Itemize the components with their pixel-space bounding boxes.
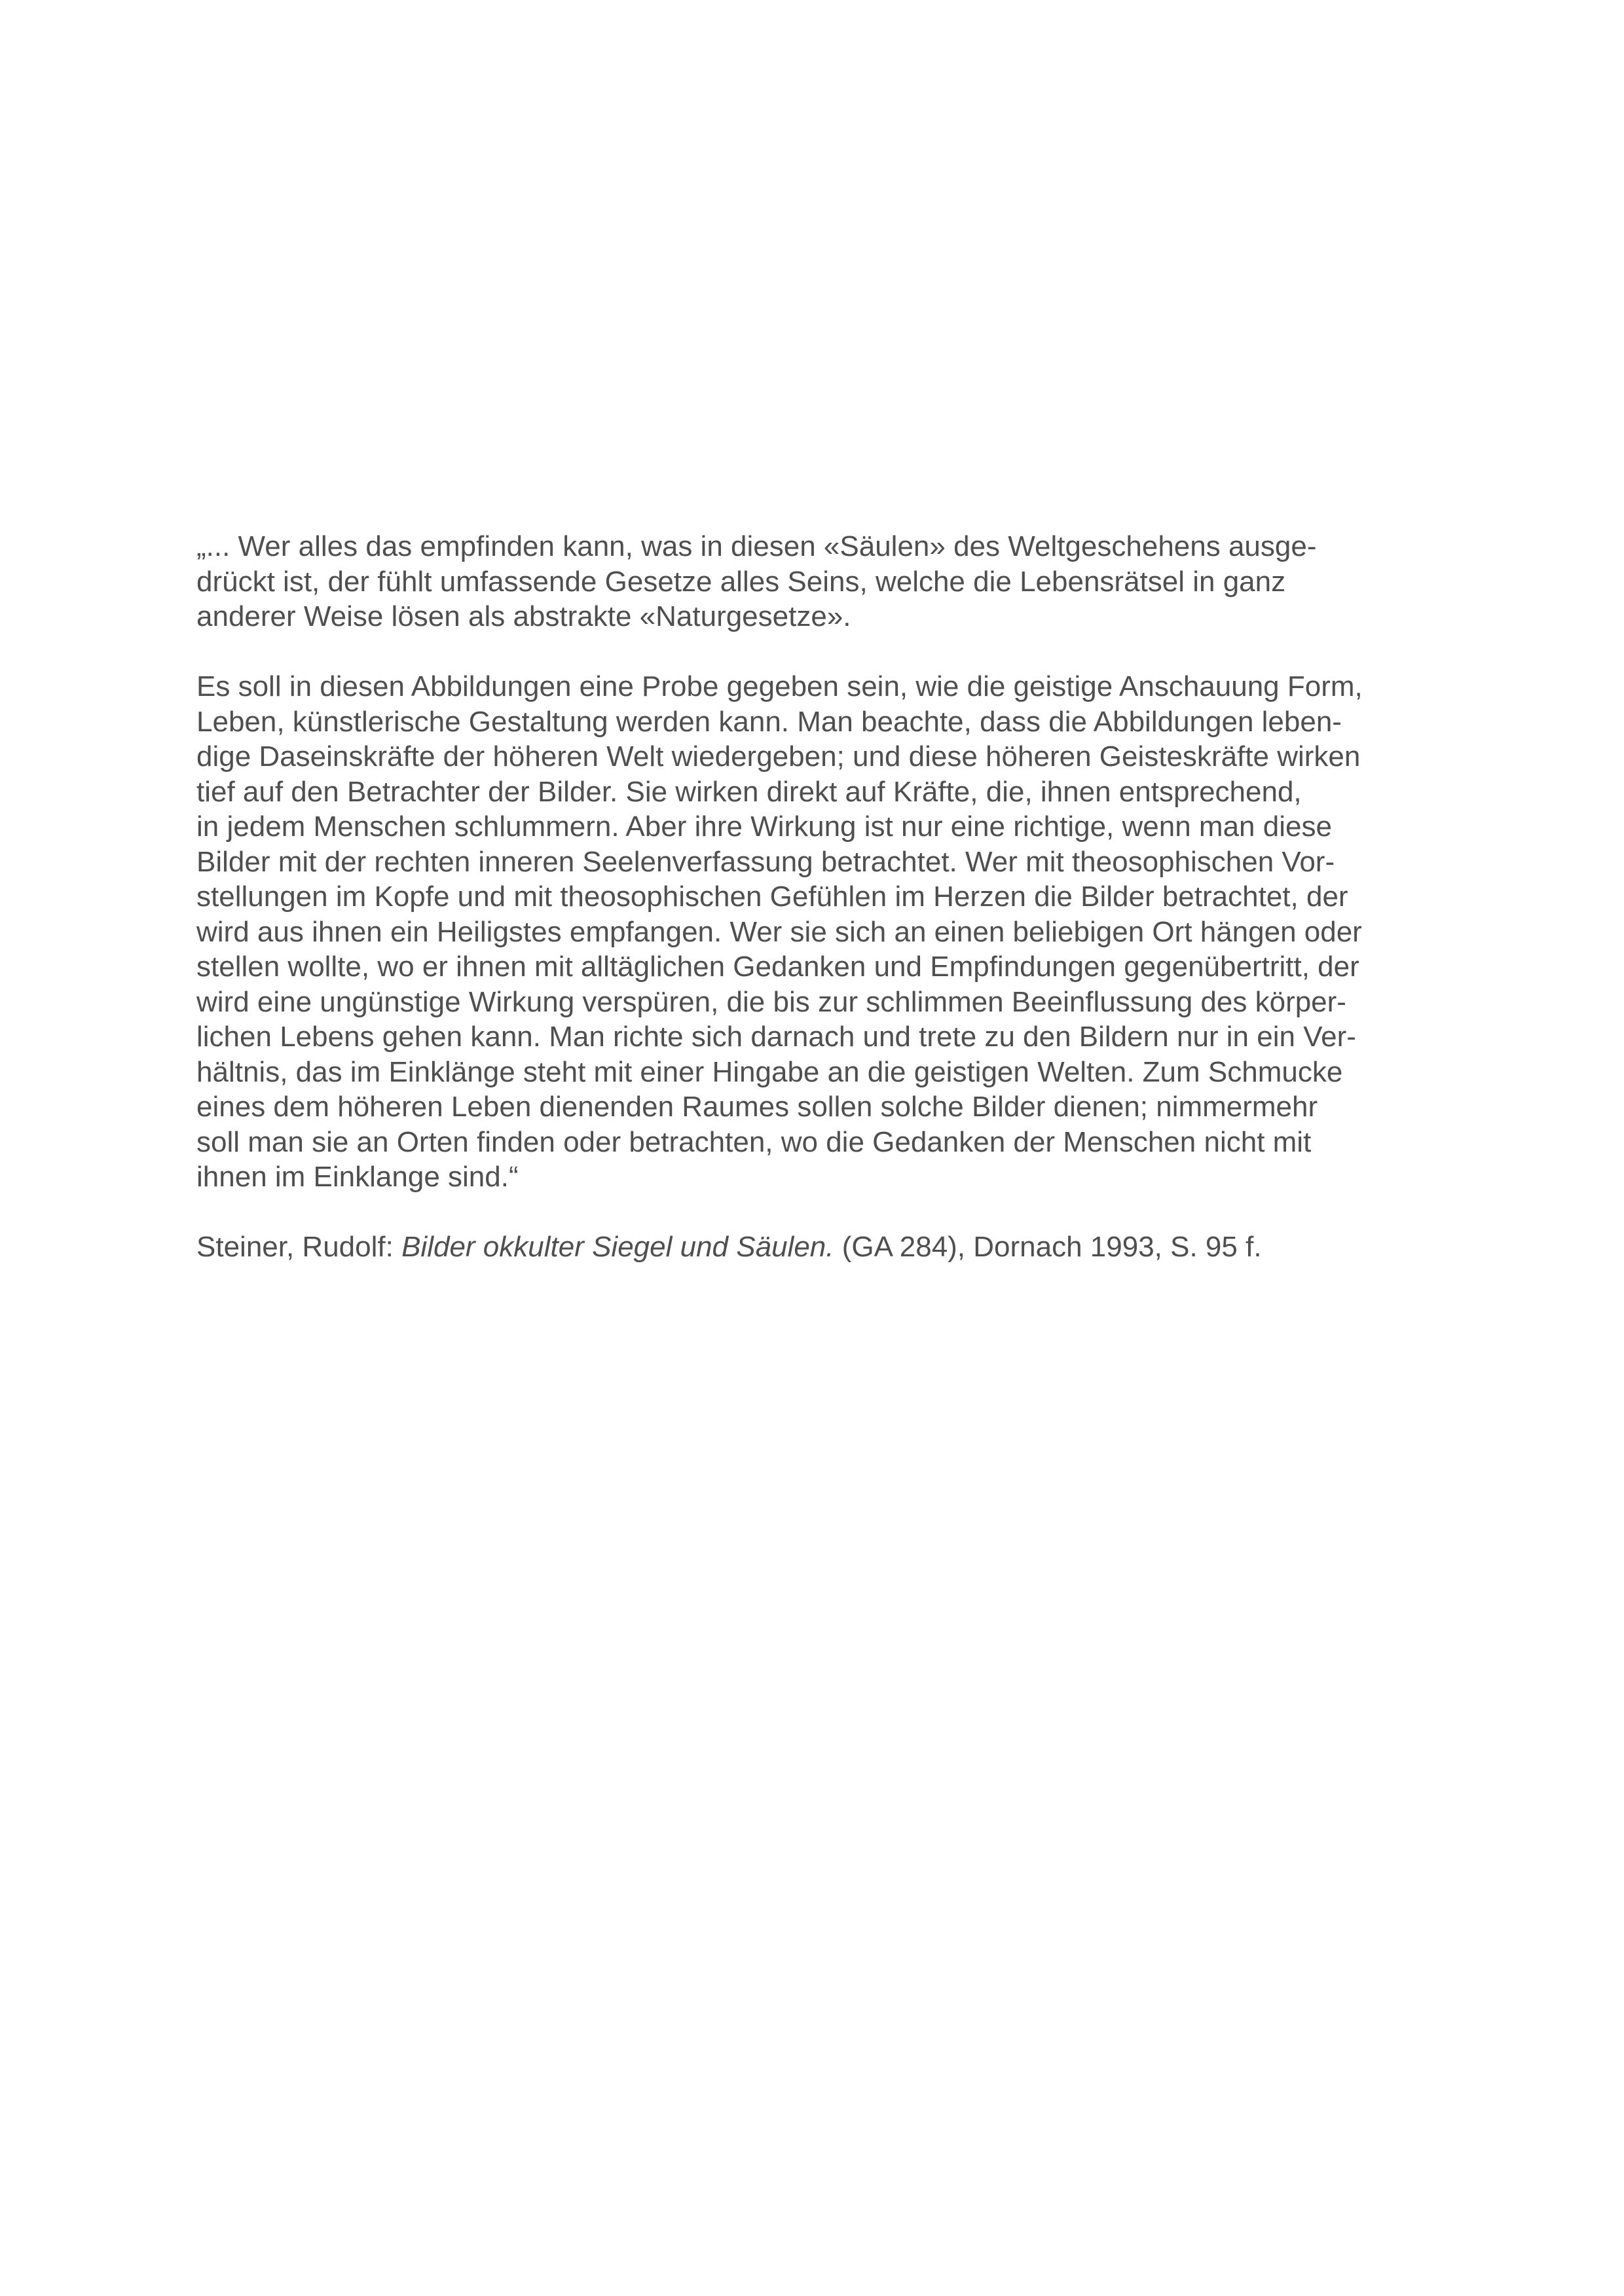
text-line: ihnen im Einklange sind.“	[196, 1161, 519, 1193]
text-line: „... Wer alles das empfinden kann, was in diesen «Säulen» des Weltgeschehens ausge-	[196, 530, 1317, 562]
quote-paragraph-2	[196, 669, 1441, 1195]
paragraph-spacer	[196, 1195, 1441, 1230]
text-line: soll man sie an Orten finden oder betrachten, wo die Gedanken der Menschen nicht mit	[196, 1125, 1312, 1158]
text-line: wird aus ihnen ein Heiligstes empfangen. Wer sie sich an einen beliebigen Ort hängen oder	[196, 915, 1362, 948]
text-line: stellen wollte, wo er ihnen mit alltäglichen Gedanken und Empfindungen gegenübertritt, der	[196, 951, 1359, 983]
text-line: dige Daseinskräfte der höheren Welt wiedergeben; und diese höheren Geisteskräfte wirken	[196, 740, 1361, 773]
text-line: wird eine ungünstige Wirkung verspüren, die bis zur schlimmen Beeinflussung des körper-	[196, 985, 1346, 1018]
text-line: lichen Lebens gehen kann. Man richte sich darnach und trete zu den Bildern nur in ein Ver-	[196, 1021, 1356, 1053]
quote-paragraph-1	[196, 529, 1441, 634]
text-line: Es soll in diesen Abbildungen eine Probe gegeben sein, wie die geistige Anschauung Form,	[196, 670, 1363, 702]
text-line: tief auf den Betrachter der Bilder. Sie wirken direkt auf Kräfte, die, ihnen entsprechend,	[196, 775, 1302, 808]
quote-text-block	[196, 529, 1441, 1265]
text-line: hältnis, das im Einklänge steht mit einer Hingabe an die geistigen Welten. Zum Schmucke	[196, 1055, 1343, 1088]
citation-details: (GA 284), Dornach 1993, S. 95 f.	[834, 1231, 1262, 1263]
text-line: Leben, künstlerische Gestaltung werden kann. Man beachte, dass die Abbildungen leben-	[196, 705, 1342, 738]
paragraph-spacer	[196, 634, 1441, 670]
citation	[196, 1230, 1441, 1265]
text-line: eines dem höheren Leben dienenden Raumes sollen solche Bilder dienen; nimmermehr	[196, 1091, 1318, 1123]
citation-author: Steiner, Rudolf:	[196, 1231, 402, 1263]
text-line: drückt ist, der fühlt umfassende Gesetze alles Seins, welche die Lebensrätsel in ganz	[196, 565, 1286, 598]
text-line: in jedem Menschen schlummern. Aber ihre Wirkung ist nur eine richtige, wenn man diese	[196, 811, 1332, 843]
citation-title: Bilder okkulter Siegel und Säulen.	[401, 1231, 834, 1263]
text-line: anderer Weise lösen als abstrakte «Naturgesetze».	[196, 600, 851, 632]
text-line: Bilder mit der rechten inneren Seelenverfassung betrachtet. Wer mit theosophischen Vor-	[196, 845, 1335, 878]
text-line: stellungen im Kopfe und mit theosophischen Gefühlen im Herzen die Bilder betrachtet, der	[196, 881, 1348, 913]
